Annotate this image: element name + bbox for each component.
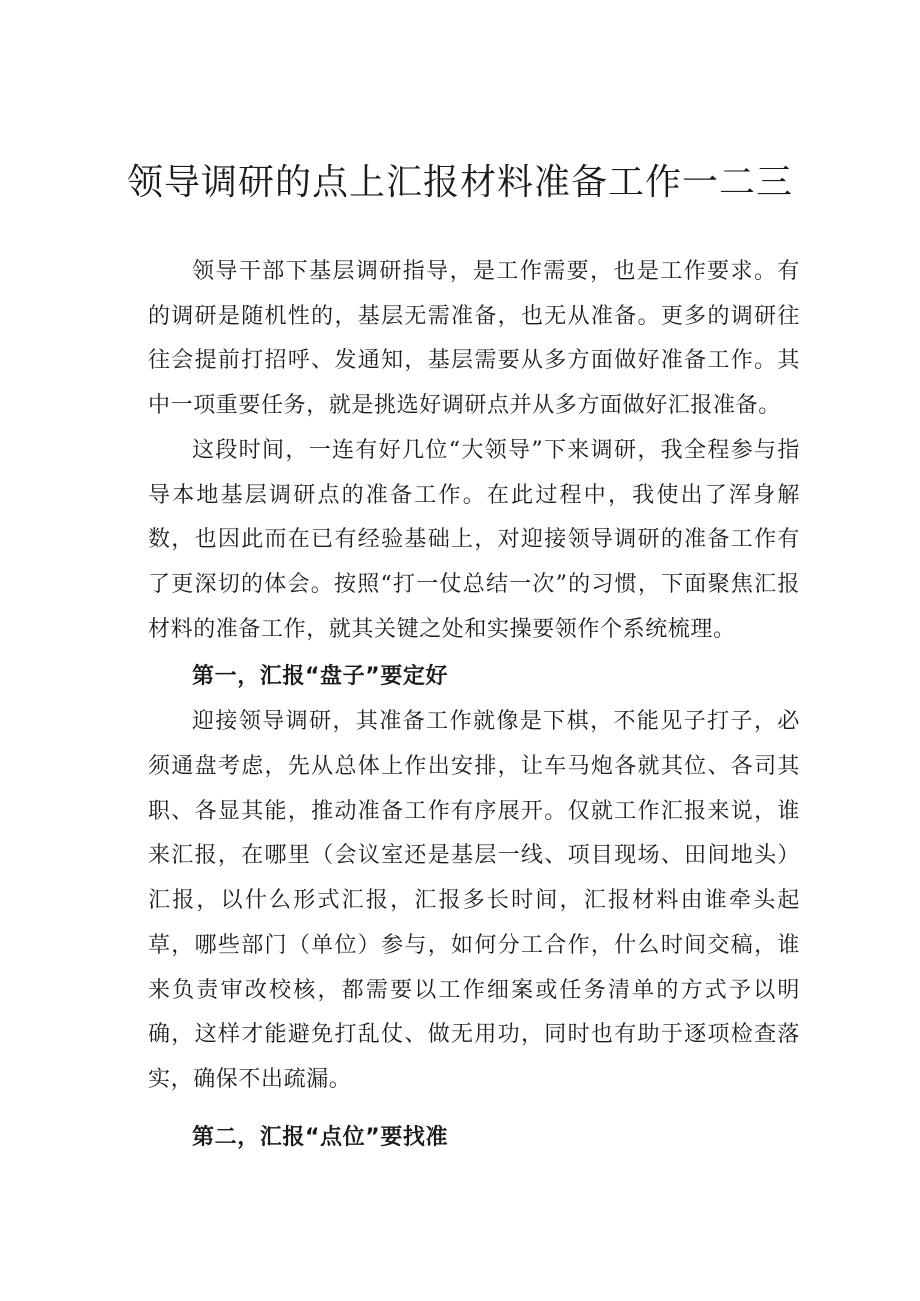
document-body [148, 250, 800, 1161]
background-paragraph: 这段时间，一连有好几位“大领导”下来调研，我全程参与指导本地基层调研点的准备工作。在此过程中，我使出了浑身解数，也因此而在已有经验基础上，对迎接领导调研的准备工作有了更深切的体会。按照“打一仗总结一次”的习惯，下面聚焦汇报材料的准备工作，就其关键之处和实操要领作个系统梳理。 [148, 437, 800, 642]
document-title: 领导调研的点上汇报材料准备工作一二三 [126, 162, 793, 203]
section-1-paragraph: 迎接领导调研，其准备工作就像是下棋，不能见子打子，必须通盘考虑，先从总体上作出安排，让车马炮各就其位、各司其职、各显其能，推动准备工作有序展开。仅就工作汇报来说，谁来汇报，在哪里（会议室还是基层一线、项目现场、田间地头）汇报，以什么形式汇报，汇报多长时间，汇报材料由谁牵头起草，哪些部门（单位）参与，如何分工合作，什么时间交稿，谁来负责审改校核，都需要以工作细案或任务清单的方式予以明确，这样才能避免打乱仗、做无用功，同时也有助于逐项检查落实，确保不出疏漏。 [148, 709, 800, 1092]
intro-paragraph: 领导干部下基层调研指导，是工作需要，也是工作要求。有的调研是随机性的，基层无需准备，也无从准备。更多的调研往往会提前打招呼、发通知，基层需要从多方面做好准备工作。其中一项重要任务，就是挑选好调研点并从多方面做好汇报准备。 [148, 259, 800, 419]
section-heading-2: 第二，汇报“点位”要找准 [192, 1124, 449, 1150]
section-heading-1: 第一，汇报“盘子”要定好 [192, 664, 449, 690]
